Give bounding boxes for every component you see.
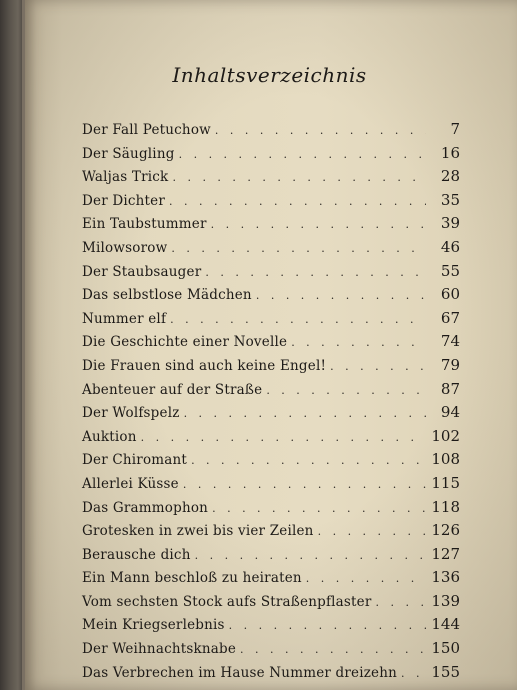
toc-entry-title: Der Weihnachtsknabe bbox=[82, 641, 237, 658]
table-of-contents bbox=[82, 120, 460, 686]
toc-entry-title: Ein Mann beschloß zu heiraten bbox=[82, 570, 302, 587]
toc-entry bbox=[82, 191, 460, 215]
toc-entry bbox=[82, 663, 460, 687]
toc-entry bbox=[82, 309, 460, 333]
dot-leader bbox=[141, 431, 426, 444]
dot-leader bbox=[169, 195, 426, 208]
toc-entry bbox=[82, 427, 460, 451]
toc-entry bbox=[82, 238, 460, 262]
toc-entry-page-number: 126 bbox=[431, 521, 460, 540]
dot-leader bbox=[205, 266, 426, 279]
toc-entry-title: Der Chiromant bbox=[82, 452, 188, 469]
toc-entry bbox=[82, 120, 460, 144]
toc-entry-title: Nummer elf bbox=[82, 310, 167, 327]
dot-leader bbox=[179, 148, 426, 161]
toc-entry-page-number: 39 bbox=[440, 214, 460, 233]
toc-entry-title: Der Wolfspelz bbox=[82, 405, 180, 422]
toc-entry-page-number: 150 bbox=[431, 639, 460, 658]
dot-leader bbox=[184, 407, 426, 420]
dot-leader bbox=[306, 572, 426, 585]
toc-entry bbox=[82, 262, 460, 286]
toc-entry bbox=[82, 521, 460, 545]
toc-entry-title: Der Fall Petuchow bbox=[82, 122, 211, 138]
toc-entry-title: Der Staubsauger bbox=[82, 263, 202, 280]
dot-leader bbox=[172, 171, 426, 184]
toc-entry-page-number: 108 bbox=[431, 450, 460, 469]
toc-entry-page-number: 28 bbox=[440, 167, 460, 186]
toc-entry bbox=[82, 474, 460, 498]
toc-entry-title: Mein Kriegserlebnis bbox=[82, 617, 225, 634]
dot-leader bbox=[291, 336, 426, 349]
toc-entry-title: Der Säugling bbox=[82, 145, 175, 162]
book-page bbox=[22, 0, 517, 690]
toc-entry-page-number: 46 bbox=[440, 237, 460, 256]
toc-entry-page-number: 136 bbox=[431, 568, 460, 587]
toc-entry-page-number: 144 bbox=[431, 615, 460, 634]
dot-leader bbox=[212, 502, 426, 515]
toc-entry-title: Das Grammophon bbox=[82, 499, 209, 516]
toc-entry bbox=[82, 332, 460, 356]
toc-entry bbox=[82, 380, 460, 404]
toc-entry bbox=[82, 498, 460, 522]
toc-entry bbox=[82, 592, 460, 616]
dot-leader bbox=[191, 454, 426, 467]
toc-entry-page-number: 87 bbox=[440, 379, 460, 398]
dot-leader bbox=[330, 360, 426, 373]
toc-entry-page-number: 7 bbox=[450, 120, 460, 138]
toc-entry-page-number: 55 bbox=[440, 261, 460, 280]
toc-entry-title: Das Verbrechen im Hause Nummer dreizehn bbox=[82, 664, 398, 681]
toc-entry-title: Waljas Trick bbox=[82, 169, 169, 186]
toc-entry bbox=[82, 356, 460, 380]
toc-entry-title: Die Geschichte einer Novelle bbox=[82, 334, 288, 351]
toc-entry bbox=[82, 403, 460, 427]
toc-entry-page-number: 74 bbox=[440, 332, 460, 351]
toc-entry-page-number: 155 bbox=[431, 662, 460, 681]
dot-leader bbox=[195, 549, 426, 562]
page-gutter bbox=[22, 0, 25, 690]
toc-entry bbox=[82, 639, 460, 663]
toc-entry bbox=[82, 568, 460, 592]
toc-entry-page-number: 127 bbox=[431, 544, 460, 563]
toc-entry-title: Grotesken in zwei bis vier Zeilen bbox=[82, 523, 314, 540]
toc-entry-page-number: 67 bbox=[440, 308, 460, 327]
toc-entry-title: Allerlei Küsse bbox=[82, 475, 179, 492]
dot-leader bbox=[240, 643, 426, 656]
toc-entry-page-number: 60 bbox=[440, 285, 460, 304]
page-title: Inhaltsverzeichnis bbox=[172, 63, 367, 87]
toc-entry bbox=[82, 167, 460, 191]
toc-entry-title: Vom sechsten Stock aufs Straßenpflaster bbox=[82, 593, 372, 610]
dot-leader bbox=[266, 384, 426, 397]
dot-leader bbox=[215, 124, 426, 137]
toc-entry bbox=[82, 545, 460, 569]
toc-entry bbox=[82, 615, 460, 639]
toc-entry-title: Der Dichter bbox=[82, 192, 166, 209]
dot-leader bbox=[211, 218, 426, 231]
toc-entry-page-number: 115 bbox=[431, 473, 460, 492]
toc-entry bbox=[82, 285, 460, 309]
toc-entry-page-number: 139 bbox=[431, 591, 460, 610]
toc-entry bbox=[82, 450, 460, 474]
toc-entry bbox=[82, 214, 460, 238]
toc-entry-title: Die Frauen sind auch keine Engel! bbox=[82, 357, 327, 374]
dot-leader bbox=[171, 242, 426, 255]
toc-entry-title: Abenteuer auf der Straße bbox=[82, 381, 263, 398]
dot-leader bbox=[256, 289, 426, 302]
dot-leader bbox=[229, 619, 426, 632]
dot-leader bbox=[401, 667, 426, 680]
dot-leader bbox=[183, 478, 426, 491]
toc-entry-page-number: 35 bbox=[440, 190, 460, 209]
toc-entry-title: Auktion bbox=[82, 428, 137, 445]
toc-entry-title: Milowsorow bbox=[82, 239, 168, 256]
dot-leader bbox=[170, 313, 426, 326]
dot-leader bbox=[318, 525, 426, 538]
toc-entry-title: Berausche dich bbox=[82, 546, 191, 563]
toc-entry-page-number: 16 bbox=[440, 143, 460, 162]
toc-entry-page-number: 79 bbox=[440, 355, 460, 374]
toc-entry-page-number: 118 bbox=[431, 497, 460, 516]
toc-entry-page-number: 102 bbox=[431, 426, 460, 445]
dot-leader bbox=[376, 596, 426, 609]
toc-entry-title: Ein Taubstummer bbox=[82, 216, 207, 233]
toc-entry bbox=[82, 144, 460, 168]
toc-entry-title: Das selbstlose Mädchen bbox=[82, 287, 252, 304]
toc-entry-page-number: 94 bbox=[440, 403, 460, 422]
